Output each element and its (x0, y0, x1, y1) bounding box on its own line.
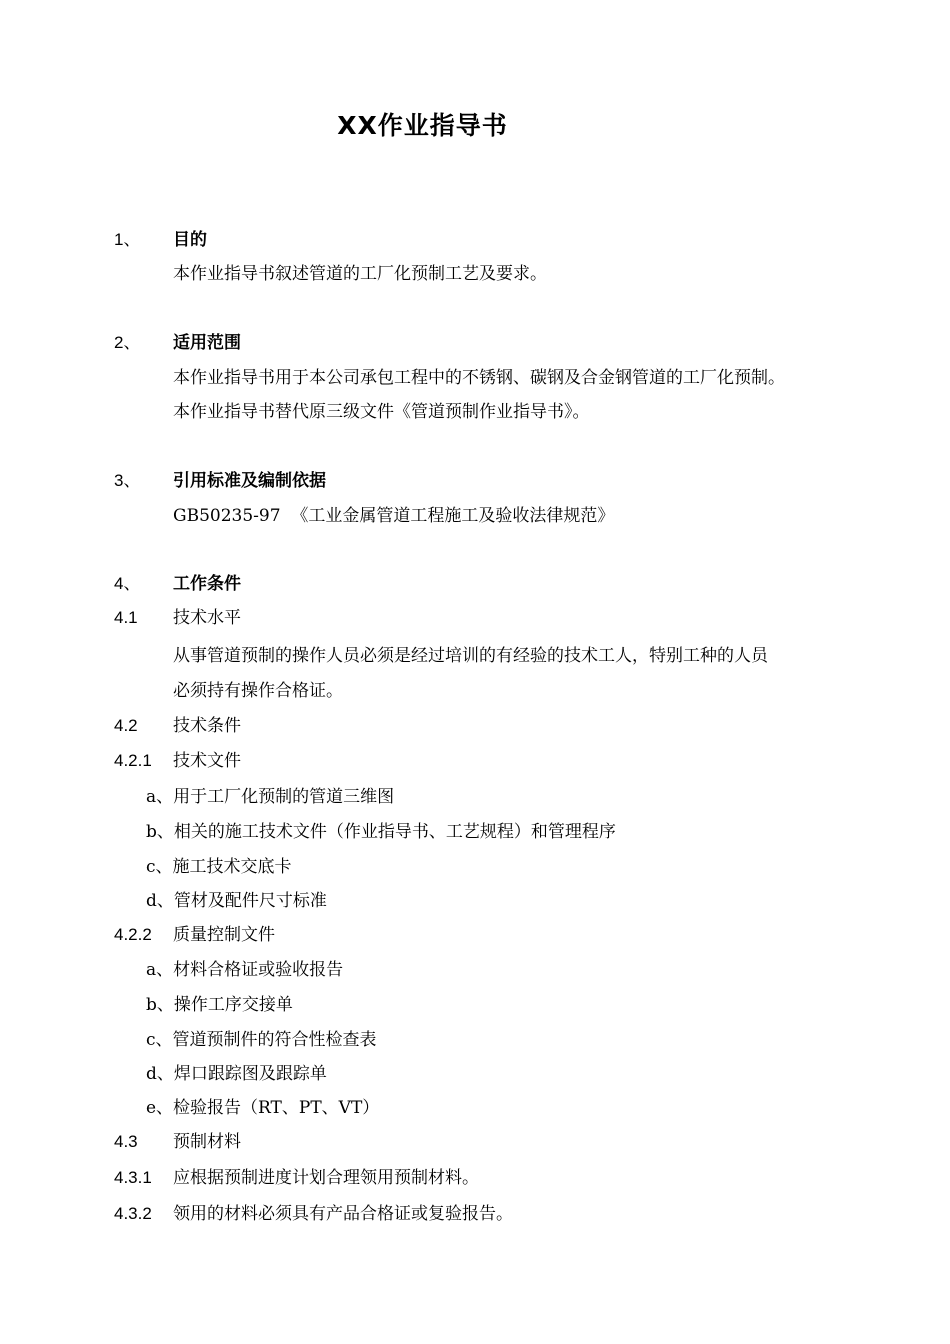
subsection-number: 4.2.1 (114, 751, 152, 770)
subsection-number: 4.3.1 (114, 1168, 152, 1187)
subsection-number: 4.2.2 (114, 925, 152, 944)
subsection-text: 领用的材料必须具有产品合格证或复验报告。 (173, 1204, 513, 1224)
section-number: 4、 (114, 574, 141, 593)
section-heading: 引用标准及编制依据 (173, 471, 326, 491)
paragraph: 从事管道预制的操作人员必须是经过培训的有经验的技术工人，特别工种的人员 (173, 646, 768, 666)
subsection-text: 应根据预制进度计划合理领用预制材料。 (173, 1168, 479, 1188)
section-number: 1、 (114, 230, 141, 249)
list-item-text: e、检验报告（RT、PT、VT） (146, 1098, 380, 1118)
list-item-text: a、用于工厂化预制的管道三维图 (146, 787, 395, 807)
list-item-text: d、管材及配件尺寸标准 (146, 891, 327, 911)
subsection-number: 4.3.2 (114, 1204, 152, 1223)
list-item-text: b、操作工序交接单 (146, 995, 293, 1015)
subsection-number: 4.1 (114, 608, 138, 627)
subsection-number: 4.3 (114, 1132, 138, 1151)
list-item-text: b、相关的施工技术文件（作业指导书、工艺规程）和管理程序 (146, 822, 616, 842)
subsection-label: 技术文件 (173, 751, 241, 771)
section-heading: 目的 (173, 230, 207, 250)
list-item-text: c、管道预制件的符合性检查表 (146, 1030, 377, 1050)
standard-reference: GB50235-97 《工业金属管道工程施工及验收法律规范》 (173, 506, 615, 526)
section-heading: 适用范围 (173, 333, 241, 353)
paragraph: 本作业指导书替代原三级文件《管道预制作业指导书》。 (173, 402, 590, 422)
paragraph: 本作业指导书叙述管道的工厂化预制工艺及要求。 (173, 264, 547, 284)
subsection-label: 质量控制文件 (173, 925, 275, 945)
section-heading: 工作条件 (173, 574, 241, 594)
subsection-label: 预制材料 (173, 1132, 241, 1152)
list-item-text: a、材料合格证或验收报告 (146, 960, 344, 980)
list-item-text: c、施工技术交底卡 (146, 857, 292, 877)
section-number: 3、 (114, 471, 141, 490)
section-number: 2、 (114, 333, 141, 352)
paragraph: 本作业指导书用于本公司承包工程中的不锈钢、碳钢及合金钢管道的工厂化预制。 (173, 368, 785, 388)
subsection-label: 技术条件 (173, 716, 241, 736)
subsection-label: 技术水平 (173, 608, 241, 628)
subsection-number: 4.2 (114, 716, 138, 735)
document-title: XX作业指导书 (337, 111, 508, 140)
paragraph: 必须持有操作合格证。 (173, 681, 343, 701)
list-item-text: d、焊口跟踪图及跟踪单 (146, 1064, 327, 1084)
